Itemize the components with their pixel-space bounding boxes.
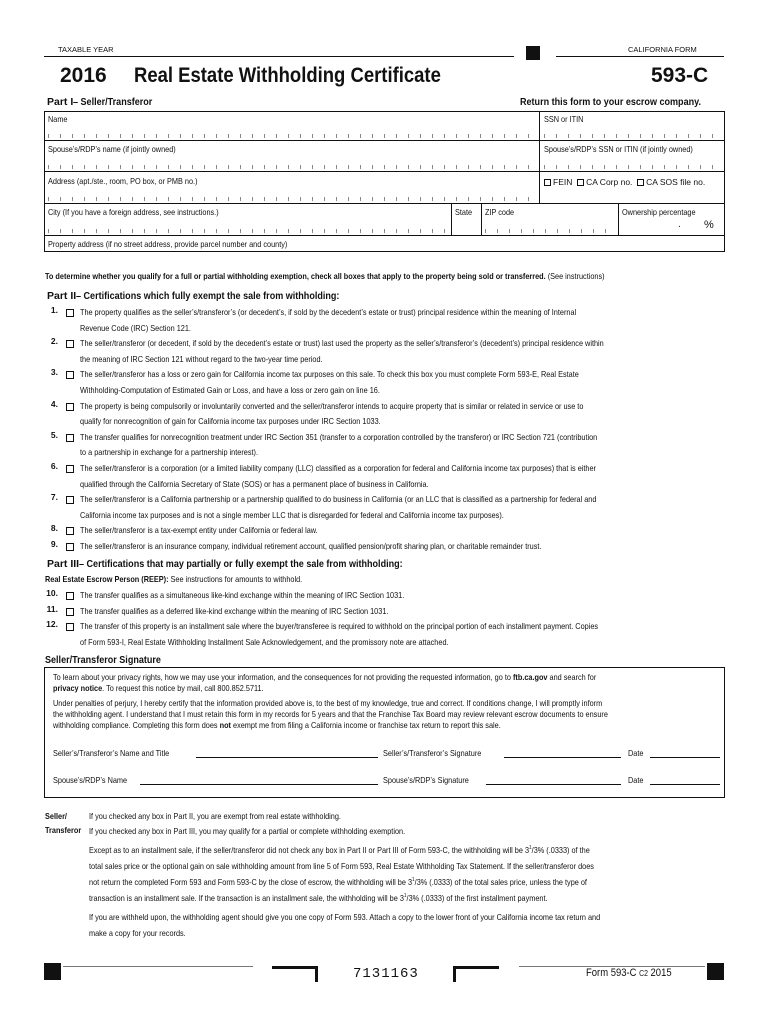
seller-date-label: Date [628, 748, 644, 758]
perjury-line-3 [53, 720, 501, 730]
col-divider [539, 111, 540, 203]
installment-para-line-3 [89, 877, 587, 887]
withheld-para-line-1: If you are withheld upon, the withholding agent should give you one copy of Form 593. Attach a copy to the lower front of your California income tax return and [89, 912, 601, 922]
return-note: Return this form to your escrow company. [520, 96, 701, 108]
zip-field[interactable] [485, 229, 615, 233]
address-field[interactable] [48, 197, 536, 201]
installment-para-line-4 [89, 893, 548, 903]
certification-text: The property qualifies as the seller’s/transferor’s (or decedent’s, if sold by the decedent’s estate or trust) principal residence within the meaning of Internal [80, 307, 577, 317]
signature-heading: Seller/Transferor Signature [45, 654, 161, 666]
certification-text: The transfer qualifies as a simultaneous like-kind exchange within the meaning of IRC Section 1031. [80, 590, 405, 600]
certification-text: The transfer of this property is an installment sale where the buyer/transferee is required to withhold on the principal portion of each installment payment. Copies [80, 621, 599, 632]
part2-heading [47, 290, 382, 302]
certification-checkbox[interactable] [66, 465, 74, 473]
california-form-label: CALIFORNIA FORM [628, 45, 697, 54]
determine-note [45, 271, 605, 281]
spouse-date-line[interactable] [650, 784, 720, 785]
para-text: /3% (.0333) of the total sales price, unless the type of [414, 877, 587, 887]
row-divider [44, 235, 725, 236]
spouse-signature-line[interactable] [486, 784, 621, 785]
seller-signature-label: Seller’s/Transferor’s Signature [383, 748, 482, 758]
para-text: transaction is an installment sale. If the transaction is an installment sale, the withholding will be 3 [89, 893, 404, 903]
withheld-para-line-2: make a copy for your records. [89, 928, 186, 938]
ca-sos-label: CA SOS file no. [646, 177, 706, 187]
seller-note-1: If you checked any box in Part II, you are exempt from real estate withholding. [89, 811, 341, 821]
determine-note-rest: (See instructions) [545, 271, 605, 281]
spouse-name-label: Spouse’s/RDP’s name (if jointly owned) [48, 144, 176, 154]
certification-text: qualified through the California Secretary of State (SOS) or has a permanent place of business in California. [80, 478, 429, 489]
part1-heading [47, 96, 165, 108]
certification-text: The seller/transferor is a California partnership or a partnership qualified to do business in California (or an LLC that is classified as a partnership for federal and [80, 494, 597, 505]
para-text: /3% (.0333) of the first installment payment. [406, 893, 548, 903]
certification-text: The seller/transferor (or decedent, if sold by the decedent’s estate or trust) last used the property as the seller’s/transferor’s (decedent’s) principal residence within [80, 338, 604, 349]
col-divider [481, 203, 482, 235]
ownership-label: Ownership percentage [622, 207, 696, 217]
privacy-notice-term: privacy notice [53, 683, 103, 693]
item-number: 12. [46, 619, 58, 630]
footer-form-label [586, 967, 672, 979]
certification-checkbox[interactable] [66, 434, 74, 442]
certification-text: The seller/transferor is a corporation (or a limited liability company (LLC) classified as a corporation for federal and California income tax purposes) that is either [80, 463, 596, 473]
privacy-text: and search for [547, 672, 597, 682]
barcode-corner-right-top [453, 966, 499, 969]
certification-text: qualify for nonrecognition of gain for California income tax purposes under IRC Section 1033. [80, 416, 381, 427]
ssn-label: SSN or ITIN [544, 114, 584, 124]
ownership-dot: . [678, 219, 681, 230]
footer-form-name: Form 593-C [586, 967, 637, 979]
ca-corp-checkbox[interactable] [577, 179, 584, 186]
zip-label: ZIP code [485, 207, 515, 217]
fein-label: FEIN [553, 177, 573, 187]
certification-checkbox[interactable] [66, 527, 74, 535]
certification-text: The property is being compulsorily or involuntarily converted and the seller/transferor intends to acquire property that is similar or related in service or use to [80, 400, 584, 411]
superscript: 1 [403, 893, 407, 900]
perjury-line-1: Under penalties of perjury, I hereby certify that the information provided above is, to the best of my knowledge, true and correct. If conditions change, I will promptly inform [53, 698, 603, 708]
certification-checkbox[interactable] [66, 608, 74, 616]
part2-heading-rest: – Certifications which fully exempt the sale from withholding: [76, 290, 340, 302]
certification-checkbox[interactable] [66, 403, 74, 411]
certification-checkbox[interactable] [66, 496, 74, 504]
part3-heading [47, 558, 455, 570]
item-number: 3. [50, 367, 58, 378]
reep-note-bold: Real Estate Escrow Person (REEP): [45, 574, 169, 584]
part3-heading-rest: – Certifications that may partially or fully exempt the sale from withholding: [79, 558, 403, 570]
item-number: 7. [50, 492, 58, 503]
footer-rule [63, 966, 253, 967]
barcode-number: 7131163 [353, 966, 419, 982]
para-text: Except as to an installment sale, if the seller/transferor did not check any box in Part II or Part III of Form 593-C, the withholding will be 3 [89, 845, 530, 855]
registration-mark [707, 963, 724, 980]
ca-corp-label: CA Corp no. [586, 177, 633, 187]
footer-form-code: C2 [639, 969, 648, 978]
row-divider [44, 171, 725, 172]
perjury-text: withholding compliance. Completing this form does [53, 720, 220, 730]
item-number: 1. [50, 305, 58, 315]
item-number: 10. [46, 588, 58, 598]
certification-text: to a partnership in exchange for a partnership interest). [80, 447, 258, 458]
seller-notes-label-1: Seller/ [45, 811, 67, 821]
header-rule-left [44, 56, 514, 57]
item-number: 2. [50, 336, 58, 347]
seller-name-line[interactable] [196, 757, 378, 758]
barcode-corner-left-top [272, 966, 318, 969]
barcode-corner-right-side [453, 966, 456, 982]
registration-mark [526, 46, 540, 60]
city-field[interactable] [48, 229, 448, 233]
spouse-name-line[interactable] [140, 784, 378, 785]
privacy-text: To learn about your privacy rights, how we may use your information, and the consequences for not providing the requested information, go to [53, 672, 513, 682]
barcode-corner-left-side [315, 966, 318, 982]
certification-checkbox[interactable] [66, 309, 74, 317]
perjury-text: exempt me from filing a California income or franchise tax return to report this sale. [230, 720, 501, 730]
item-number: 4. [50, 398, 58, 409]
reep-note [45, 574, 302, 584]
superscript: 1 [412, 877, 415, 884]
part1-heading-rest: – Seller/Transferor [73, 96, 153, 108]
superscript: 1 [529, 845, 532, 852]
certification-checkbox[interactable] [66, 543, 74, 551]
col-divider [451, 203, 452, 235]
privacy-line-1 [53, 672, 596, 682]
footer-form-year: 2015 [650, 967, 672, 979]
installment-para-line-1 [89, 845, 590, 855]
name-field[interactable] [48, 134, 536, 138]
ftb-link[interactable]: ftb.ca.gov [512, 672, 548, 682]
determine-note-bold: To determine whether you qualify for a full or partial withholding exemption, check all boxes that apply to the property being sold or transferred. [45, 271, 546, 281]
reep-note-rest: See instructions for amounts to withhold. [168, 574, 303, 584]
item-number: 6. [50, 461, 58, 471]
certification-text: The seller/transferor has a loss or zero gain for California income tax purposes on this sale. To check this box you must complete Form 593-E, Real Estate [80, 369, 579, 380]
certification-text: the meaning of IRC Section 121 without regard to the two-year time period. [80, 353, 323, 364]
item-number: 11. [46, 603, 58, 614]
state-label: State [455, 207, 473, 217]
seller-notes-label-2: Transferor [45, 825, 82, 835]
page-title: Real Estate Withholding Certificate [134, 64, 441, 87]
privacy-line-2 [53, 683, 264, 693]
privacy-text: . To request this notice by mail, call 800.852.5711. [102, 683, 264, 693]
certification-checkbox[interactable] [66, 592, 74, 600]
item-number: 8. [50, 523, 58, 534]
spouse-name-field[interactable] [48, 165, 536, 169]
row-divider [44, 203, 725, 204]
part3-heading-bold: Part III [47, 558, 80, 570]
city-label: City (If you have a foreign address, see instructions.) [48, 207, 219, 217]
spouse-date-label: Date [628, 775, 644, 785]
certification-text: The seller/transferor is a tax-exempt entity under California or federal law. [80, 525, 318, 536]
certification-checkbox[interactable] [66, 623, 74, 631]
certification-text: Withholding-Computation of Estimated Gain or Loss, and have a loss or zero gain on line 16. [80, 385, 380, 395]
address-label: Address (apt./ste., room, PO box, or PMB no.) [48, 176, 198, 186]
part1-heading-bold: Part I [47, 96, 74, 108]
perjury-not: not [219, 720, 231, 730]
col-divider [618, 203, 619, 235]
seller-date-line[interactable] [650, 757, 720, 758]
para-text: not return the completed Form 593 and Form 593-C by the close of escrow, the withholding will be 3 [89, 877, 413, 887]
header-rule-right [556, 56, 724, 57]
certification-checkbox[interactable] [66, 371, 74, 379]
spouse-ssn-field[interactable] [544, 165, 722, 169]
seller-note-2: If you checked any box in Part III, you may qualify for a partial or complete withholding exemption. [89, 826, 406, 836]
certification-text: The transfer qualifies as a deferred like-kind exchange within the meaning of IRC Section 1031. [80, 605, 389, 616]
entity-id-options [544, 177, 705, 187]
name-label: Name [48, 114, 68, 124]
spouse-ssn-label: Spouse’s/RDP’s SSN or ITIN (if jointly owned) [544, 144, 693, 154]
part2-heading-bold: Part II [47, 290, 77, 302]
certification-text: California income tax purposes and is not a single member LLC that is disregarded for federal and California income tax purposes). [80, 509, 504, 520]
ca-sos-checkbox[interactable] [637, 179, 644, 186]
tax-year: 2016 [60, 64, 107, 87]
item-number: 9. [50, 539, 58, 549]
registration-mark [44, 963, 61, 980]
ownership-percent: % [704, 219, 714, 231]
seller-name-label: Seller’s/Transferor’s Name and Title [53, 748, 170, 758]
para-text: /3% (.0333) of the [531, 845, 590, 855]
form-number: 593-C [651, 64, 709, 87]
certification-text: The transfer qualifies for nonrecognition treatment under IRC Section 351 (transfer to a corporation controlled by the transferor) or IRC Section 721 (contribution [80, 431, 598, 442]
spouse-signature-label: Spouse’s/RDP’s Signature [383, 775, 469, 785]
property-address-label: Property address (if no street address, provide parcel number and county) [48, 239, 288, 249]
item-number: 5. [50, 429, 58, 440]
taxable-year-label: TAXABLE YEAR [58, 45, 114, 54]
certification-text: The seller/transferor is an insurance company, individual retirement account, qualified pension/profit sharing plan, or charitable remainder trust. [80, 541, 542, 551]
certification-checkbox[interactable] [66, 340, 74, 348]
certification-text: Revenue Code (IRC) Section 121. [80, 322, 191, 333]
ssn-field[interactable] [544, 134, 722, 138]
row-divider [44, 140, 725, 141]
spouse-name-sig-label: Spouse’s/RDP’s Name [53, 775, 128, 785]
seller-signature-line[interactable] [504, 757, 621, 758]
perjury-line-2: the withholding agent. I understand that I must retain this form in my records for 5 years and that the Franchise Tax Board may review relevant escrow documents to ensure [53, 709, 608, 719]
certification-text: of Form 593-I, Real Estate Withholding Installment Sale Acknowledgement, and the promissory note are attached. [80, 636, 449, 647]
installment-para-line-2: total sales price or the optional gain on sale withholding amount from line 5 of Form 593, Real Estate Withholding Tax Statement. If the seller/transferor does [89, 861, 594, 871]
fein-checkbox[interactable] [544, 179, 551, 186]
